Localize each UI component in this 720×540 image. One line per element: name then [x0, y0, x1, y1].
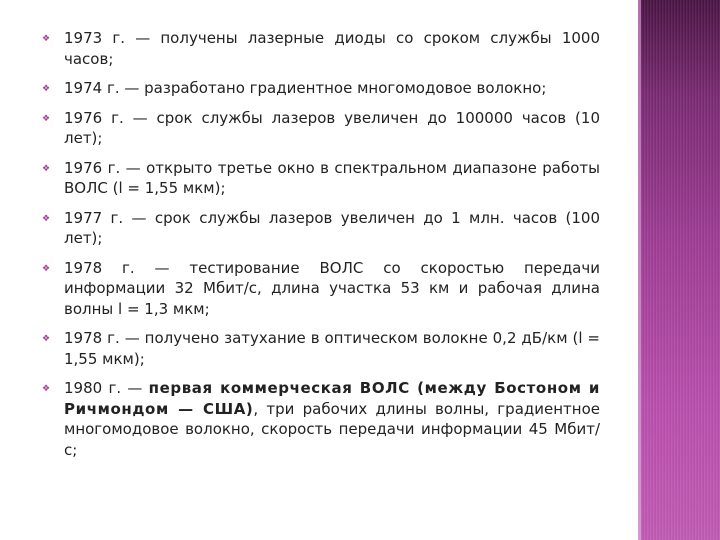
diamond-bullet-icon: ❖: [41, 113, 51, 124]
list-item: [40, 328, 600, 369]
list-item-emphasis: первая коммерческая ВОЛС (между Бостоном и Ричмондом — США): [64, 379, 600, 418]
diamond-bullet-icon: ❖: [41, 334, 51, 344]
decorative-side-band: [638, 0, 720, 540]
diamond-bullet-icon: ❖: [41, 84, 51, 94]
side-band-edge: [638, 0, 641, 540]
list-item-text: 1976 г. — срок службы лазеров увеличен до 100000 часов (10 лет);: [64, 108, 600, 147]
list-item-text: 1974 г. — разработано градиентное многомодовое волокно;: [64, 79, 547, 97]
list-item-text: 1978 г. — получено затухание в оптическом волокне 0,2 дБ/км (l = 1,55 мкм);: [64, 329, 600, 368]
diamond-bullet-icon: ❖: [41, 213, 51, 224]
list-item: [40, 108, 600, 149]
list-item: [40, 258, 600, 320]
list-item-text: 1973 г. — получены лазерные диоды со сроком службы 1000 часов;: [64, 29, 600, 68]
list-item: [40, 378, 600, 460]
list-item-text: [64, 379, 600, 459]
timeline-list: [40, 28, 600, 469]
list-item-text: 1977 г. — срок службы лазеров увеличен до 1 млн. часов (100 лет);: [64, 208, 600, 247]
list-item-text: 1976 г. — открыто третье окно в спектральном диапазоне работы ВОЛС (l = 1,55 мкм);: [64, 158, 600, 197]
list-item-suffix: , три рабочих длины волны, градиентное многомодовое волокно, скорость передачи информации 45 Мбит/с;: [64, 399, 600, 459]
diamond-bullet-icon: ❖: [41, 163, 51, 174]
list-item-prefix: 1980 г. —: [64, 379, 149, 397]
diamond-bullet-icon: ❖: [41, 34, 51, 44]
diamond-bullet-icon: ❖: [41, 384, 51, 394]
list-item: [40, 28, 600, 69]
diamond-bullet-icon: ❖: [41, 263, 51, 274]
list-item-text: 1978 г. — тестирование ВОЛС со скоростью передачи информации 32 Мбит/с, длина участка 53 км и рабочая длина волны l = 1,3 мкм;: [64, 258, 600, 318]
list-item: [40, 78, 600, 99]
list-item: [40, 158, 600, 199]
list-item: [40, 208, 600, 249]
